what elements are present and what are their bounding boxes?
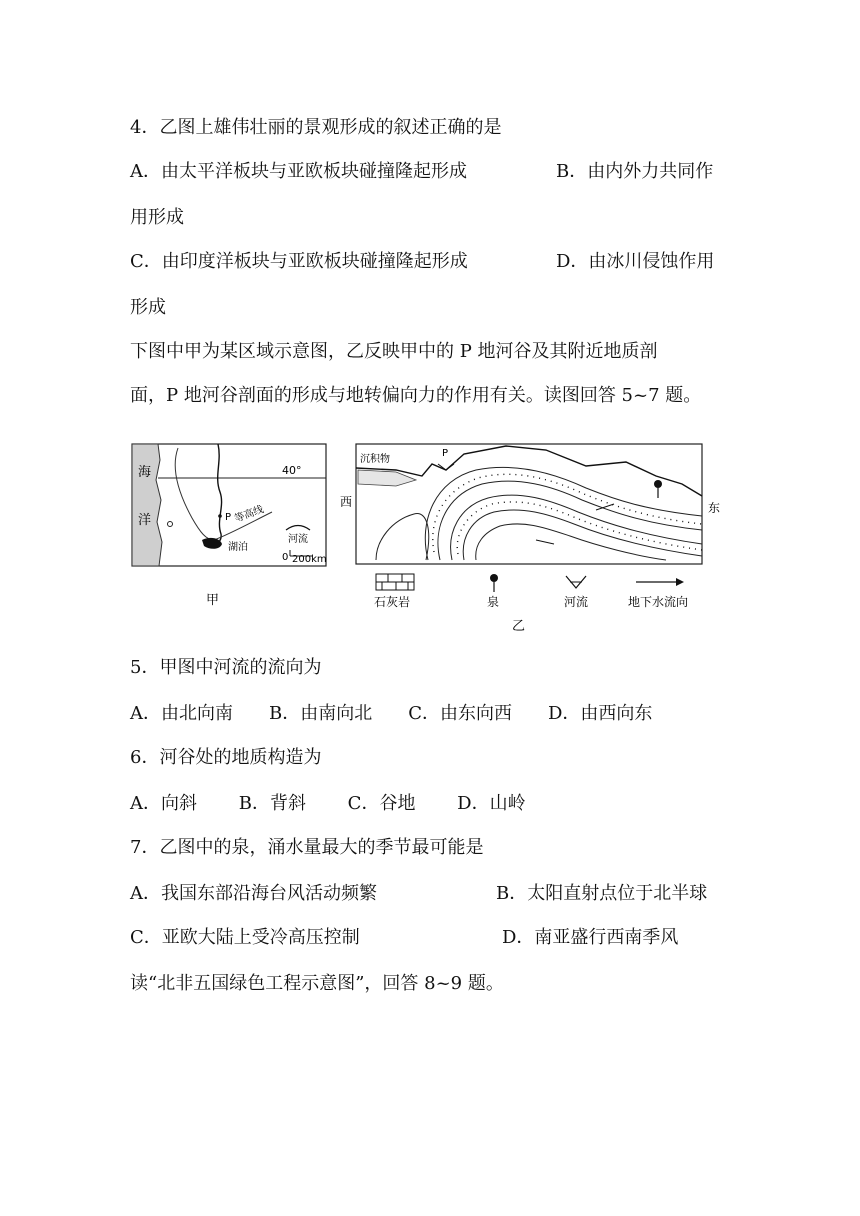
legend-spring <box>487 574 499 609</box>
lake-label: 湖泊 <box>228 542 248 553</box>
legend-groundwater <box>628 578 688 609</box>
contour-label: 等高线 <box>233 504 266 525</box>
point-p <box>218 514 222 518</box>
latitude-label: 40° <box>282 464 302 477</box>
scale-label: 200km <box>292 554 327 565</box>
sea-label-1: 海 <box>138 465 152 480</box>
point-p-label: P <box>442 448 449 459</box>
q7-stem: 7．乙图中的泉，涌水量最大的季节最可能是 <box>130 837 484 858</box>
legend-limestone-label: 石灰岩 <box>374 595 411 609</box>
point-p-label: P <box>225 512 232 523</box>
q4-option-c: C．由印度洋板块与亚欧板块碰撞隆起形成 <box>130 251 468 272</box>
legend-river-label: 河流 <box>564 595 589 609</box>
direction-west: 西 <box>340 495 353 509</box>
intro-5-7-line2: 面，P 地河谷剖面的形成与地转偏向力的作用有关。读图回答 5~7 题。 <box>130 385 702 406</box>
sea-area <box>132 444 162 566</box>
legend-groundwater-label: 地下水流向 <box>628 595 689 609</box>
legend-limestone <box>374 574 414 609</box>
legend-spring-icon <box>490 574 498 582</box>
q7-option-a: A．我国东部沿海台风活动频繁 <box>130 883 377 904</box>
figure-yi-caption: 乙 <box>512 619 526 634</box>
legend-river <box>564 576 588 609</box>
sediment-label: 沉积物 <box>360 454 390 465</box>
q6-stem: 6．河谷处的地质构造为 <box>130 747 322 768</box>
q5-stem: 5．甲图中河流的流向为 <box>130 657 322 678</box>
q7-option-c: C．亚欧大陆上受冷高压控制 <box>130 927 360 948</box>
q4-option-d-cont: 形成 <box>130 297 166 318</box>
q4-option-b-cont: 用形成 <box>130 207 184 228</box>
q4-option-a: A．由太平洋板块与亚欧板块碰撞隆起形成 <box>130 161 467 182</box>
q4-stem: 4．乙图上雄伟壮丽的景观形成的叙述正确的是 <box>130 117 502 138</box>
spring-icon <box>654 480 662 488</box>
sea-label-2: 洋 <box>138 513 152 528</box>
direction-east: 东 <box>708 501 721 515</box>
intro-8-9: 读“北非五国绿色工程示意图”，回答 8~9 题。 <box>130 973 504 994</box>
profile-frame <box>356 444 702 564</box>
figure-jia-caption: 甲 <box>206 593 220 608</box>
q7-option-b: B．太阳直射点位于北半球 <box>496 883 708 904</box>
q6-options: A．向斜 B．背斜 C．谷地 D．山岭 <box>130 793 526 814</box>
legend-spring-label: 泉 <box>487 595 500 609</box>
intro-5-7-line1: 下图中甲为某区域示意图，乙反映甲中的 P 地河谷及其附近地质剖 <box>130 341 658 362</box>
scale-zero: 0 <box>282 552 289 563</box>
river-legend-label: 河流 <box>288 534 308 545</box>
figure-yi-profile <box>336 440 728 636</box>
q4-option-b: B．由内外力共同作 <box>556 161 714 182</box>
legend-groundwater-arrow-icon <box>676 578 684 586</box>
figure-jia-map <box>130 440 330 620</box>
q4-option-d: D．由冰川侵蚀作用 <box>556 251 715 272</box>
q7-option-d: D．南亚盛行西南季风 <box>502 927 679 948</box>
q5-options: A．由北向南 B．由南向北 C．由东向西 D．由西向东 <box>130 703 653 724</box>
